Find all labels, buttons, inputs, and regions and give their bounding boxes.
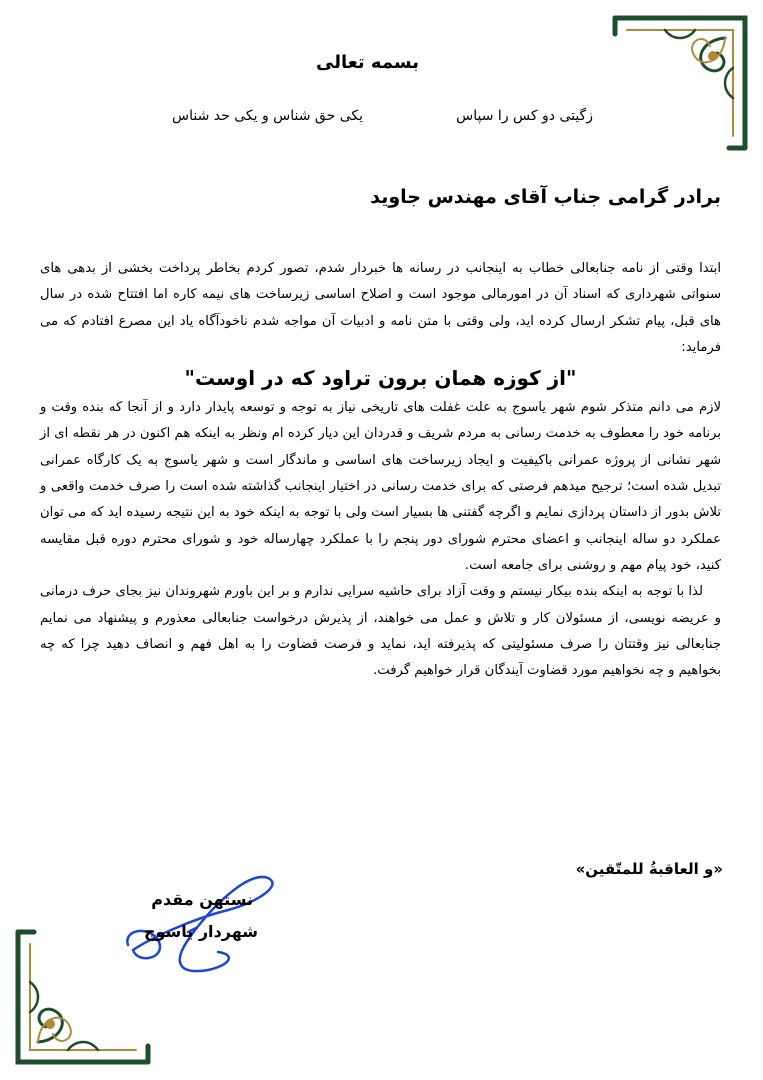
- verse-first-half: زگیتی دو کس را سپاس: [456, 108, 593, 124]
- top-right-corner-ornament: [605, 8, 755, 158]
- letter-body: [40, 256, 721, 684]
- signature-title: شهردار یاسوج: [143, 922, 258, 941]
- closing-phrase: «و العاقبةُ للمتّقین»: [575, 860, 723, 878]
- signature-block: [118, 870, 288, 980]
- signature-name: نستهن مقدم: [151, 890, 253, 909]
- page-title: بسمه تعالی: [316, 52, 419, 73]
- verse-second-half: یکی حق شناس و یکی حد شناس: [171, 108, 363, 124]
- body-paragraph-2: لازم می دانم متذکر شوم شهر یاسوج به علت غفلت های تاریخی نیاز به توجه و توسعه پایدار دارد و از آنجا که بنده وقت و برنامه خود را معطوف به خدمت رسانی به مردم شریف و قدردان این دیار کرده ام ونظر به اینکه هم اکنون در هر نقطه ای از شهر نشانی از پروژه عمرانی باکیفیت و ایجاد زیرساخت های اساسی و ماندگار است و شهر یاسوج به یک کارگاه عمرانی تبدیل شده است؛ ترجیح میدهم فرصتی که برای خدمت رسانی در اختیار اینجانب گذاشته شده است را صرف خدمت واقعی و تلاش بدور از داستان پردازی نمایم و اگرچه گفتنی ها بسیار است ولی با توجه به اینکه خود به این نتیجه رسیده اید که می توان عملکرد دو ساله اینجانب و اعضای محترم شورای دور پنجم را با عملکرد چهارساله خود و شورای محترم دوره قبل مقایسه کنید، خود پیام مهم و روشنی برای جامعه است.: [40, 400, 721, 573]
- addressee-line: برادر گرامی جناب آقای مهندس جاوید: [370, 186, 721, 208]
- body-paragraph-3: لذا با توجه به اینکه بنده بیکار نیستم و وقت آزاد برای حاشیه سرایی ندارم و بر این باورم شهروندان نیز بجای حرف درمانی و عریضه نویسی، از مسئولان کار و تلاش و عمل می خواهند، از پذیرش درخواست جنابعالی معذورم و پیشنهاد می نمایم جنابعالی نیز وقتتان را صرف مسئولیتی که پذیرفته اید، نماید و فرصت قضاوت را به اهل فهم و انصاف دهید چرا که چه بخواهیم و چه نخواهیم مورد قضاوت آیندگان قرار خواهیم گرفت.: [40, 584, 721, 679]
- body-paragraph-1: ابتدا وقتی از نامه جنابعالی خطاب به اینجانب در رسانه ها خبردار شدم، تصور کردم بخاطر پرداخت بخشی از بدهی های سنواتی شهرداری که اسناد آن در امورمالی موجود است و اصلاح اساسی زیرساخت های نیمه کاره اما افتتاح شده در سال های قبل، پیام تشکر ارسال کرده اید، ولی وقتی با متن نامه و ادبیات آن مواجه شدم ناخودآگاه یاد این مصرع افتادم که می فرماید:: [40, 261, 721, 355]
- quoted-verse: "از کوزه همان برون تراود که در اوست": [184, 366, 577, 391]
